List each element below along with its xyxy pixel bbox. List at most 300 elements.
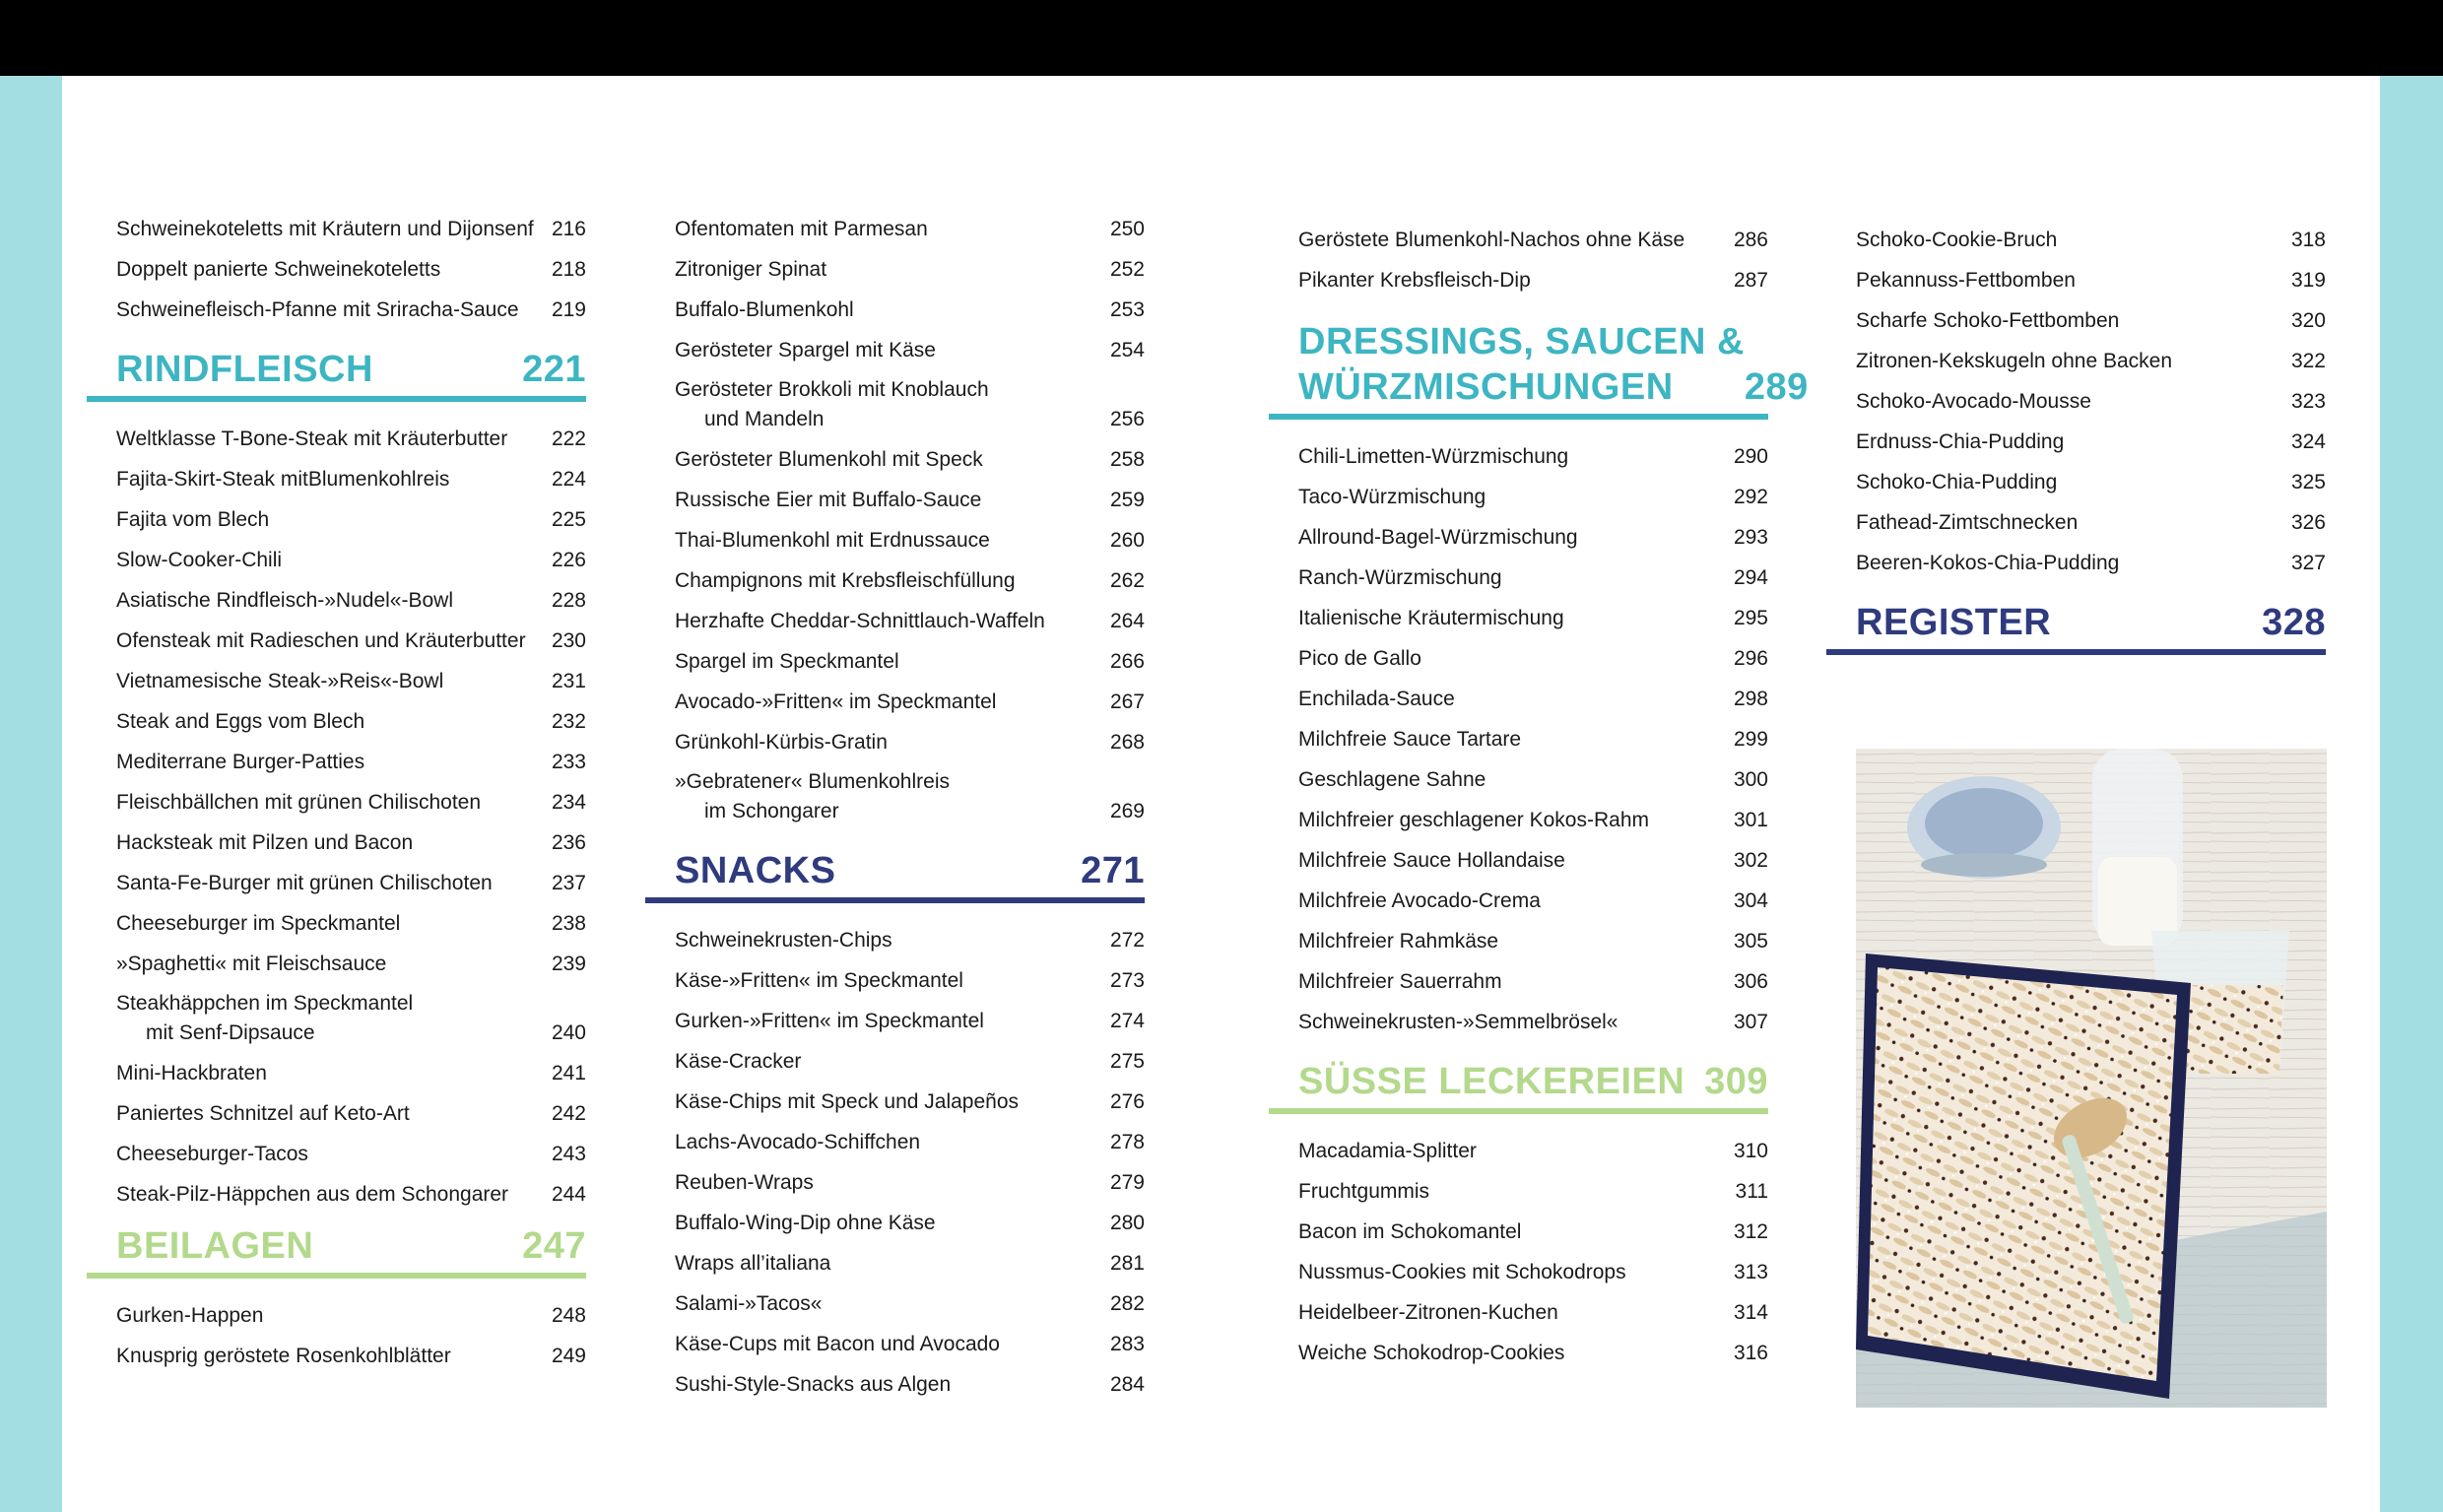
toc-entry-page: 272 [1109,929,1145,952]
toc-entry-title [1298,1137,1709,1166]
toc-entry-title-line-1: Buffalo-Blumenkohl [675,298,854,321]
toc-entry-page: 259 [1109,489,1145,511]
toc-entry-page: 302 [1733,849,1768,872]
toc-entry-title [675,1047,1086,1077]
toc-entry[interactable] [645,325,1145,365]
toc-entry[interactable] [1269,956,1768,997]
toc-entry-title [1856,387,2267,417]
toc-entry[interactable] [645,515,1145,556]
toc-entry[interactable] [87,1088,586,1129]
toc-entry[interactable] [1269,916,1768,956]
toc-entry-page: 279 [1109,1171,1145,1194]
toc-entry[interactable] [1269,714,1768,755]
toc-entry-page: 226 [551,549,586,571]
section-heading-rindfleisch[interactable] [87,347,586,402]
toc-entry[interactable] [645,1036,1145,1077]
toc-list [1269,1126,1768,1368]
toc-entry-title [675,215,1086,244]
food-photo-icon [1856,749,2327,1408]
toc-entry-page: 325 [2290,471,2326,493]
toc-entry-page: 238 [551,912,586,935]
toc-entry-page: 326 [2290,511,2326,534]
section-heading-register[interactable] [1826,600,2326,655]
toc-entry-title-line-1: Weltklasse T-Bone-Steak mit Kräuterbutter [116,427,508,450]
toc-entry-title [675,1087,1086,1117]
toc-entry-title-line-1: Italienische Kräutermischung [1298,607,1564,629]
toc-entry-title [675,1249,1086,1279]
toc-entry-title-line-1: Taco-Würzmischung [1298,486,1486,508]
toc-entry-title-line-1: Käse-Cups mit Bacon und Avocado [675,1333,1000,1355]
toc-entry-title-line-1: Chili-Limetten-Würzmischung [1298,445,1569,468]
toc-entry-title [675,1370,1086,1400]
section-page: 289 [1744,366,1809,408]
toc-entry-page: 231 [551,670,586,692]
toc-entry-title [116,1099,527,1129]
toc-entry-title [1298,1298,1709,1328]
toc-entry-title-line-1: Lachs-Avocado-Schiffchen [675,1131,921,1153]
toc-entry-title [1298,1339,1709,1368]
toc-entry-title-line-1: Schoko-Chia-Pudding [1856,471,2058,493]
toc-entry-title [675,375,1086,434]
toc-entry[interactable] [645,244,1145,285]
toc-entry[interactable] [1269,835,1768,876]
toc-entry-page: 305 [1733,930,1768,953]
toc-entry-title [116,1140,527,1169]
toc-entry-page: 314 [1733,1301,1768,1324]
section-heading-suesse-leckereien[interactable] [1269,1059,1768,1114]
toc-entry-title-line-1: Milchfreie Sauce Tartare [1298,728,1522,751]
toc-entry-page: 243 [551,1143,586,1165]
toc-entry[interactable] [1269,674,1768,714]
toc-entry-title [1298,1177,1709,1207]
toc-entry[interactable] [645,1359,1145,1400]
toc-entry-title [1856,306,2267,336]
toc-entry[interactable] [87,494,586,535]
toc-entry-title-line-1: Schweinekoteletts mit Kräutern und Dijonsenf [116,218,534,240]
toc-entry-title [675,255,1086,285]
toc-entry-title [675,767,1086,826]
toc-entry-title [1298,846,1709,876]
toc-entry-page: 324 [2290,430,2326,453]
toc-entry-title [116,1180,527,1210]
toc-entry[interactable] [645,365,1145,434]
toc-entry-title-line-1: Gerösteter Spargel mit Käse [675,339,936,362]
toc-entry[interactable] [645,1238,1145,1279]
toc-entry-title-line-1: Macadamia-Splitter [1298,1140,1477,1162]
toc-entry-page: 230 [551,629,586,652]
toc-entry[interactable] [1269,876,1768,916]
toc-entry-title-line-1: Käse-»Fritten« im Speckmantel [675,969,963,992]
toc-entry-title-line-1: Pekannuss-Fettbomben [1856,269,2076,292]
toc-entry[interactable] [645,285,1145,325]
toc-entry-title-line-1: Allround-Bagel-Würzmischung [1298,526,1578,549]
toc-entry-title-line-1: Fruchtgummis [1298,1180,1430,1203]
toc-entry-title [116,505,527,535]
toc-entry-page: 269 [1109,800,1145,822]
toc-entry-title [1856,549,2267,578]
toc-entry[interactable] [645,1279,1145,1319]
toc-list [645,915,1145,1400]
toc-entry-title-line-1: Milchfreier Rahmkäse [1298,930,1499,953]
toc-entry-title-line-1: Zitroniger Spinat [675,258,827,281]
toc-entry-title [1298,226,1709,255]
toc-entry-title-line-1: Scharfe Schoko-Fettbomben [1856,309,2120,332]
toc-entry-title-line-1: Geröstete Blumenkohl-Nachos ohne Käse [1298,229,1685,251]
toc-entry-title [1856,427,2267,457]
toc-entry-title [675,1128,1086,1157]
toc-entry-title-line-1: Fleischbällchen mit grünen Chilischoten [116,791,482,814]
toc-entry-title [1298,604,1709,633]
toc-entry[interactable] [1269,997,1768,1037]
toc-entry[interactable] [1269,1328,1768,1368]
toc-entry-title [1298,483,1709,512]
toc-entry[interactable] [1269,1247,1768,1287]
toc-entry[interactable] [87,858,586,898]
toc-list [1826,215,2326,578]
toc-entry-page: 298 [1733,688,1768,710]
toc-entry-title [1298,887,1709,916]
toc-entry-title [116,546,527,575]
toc-entry-title-line-1: Erdnuss-Chia-Pudding [1856,430,2065,453]
toc-entry-title-line-1: Fathead-Zimtschnecken [1856,511,2079,534]
toc-entry[interactable] [645,915,1145,955]
toc-entry[interactable] [87,898,586,939]
toc-entry-page: 282 [1109,1292,1145,1315]
toc-entry-title [116,215,546,244]
toc-entry[interactable] [1826,497,2326,538]
toc-entry-title [675,926,1086,955]
toc-entry[interactable] [1269,1207,1768,1247]
toc-entry-title-line-1: Paniertes Schnitzel auf Keto-Art [116,1102,410,1125]
toc-entry-page: 241 [551,1062,586,1085]
toc-entry-page: 274 [1109,1010,1145,1032]
toc-entry-title [1298,644,1709,674]
toc-column-3 [1269,215,1809,1368]
toc-entry-page: 292 [1733,486,1768,508]
toc-entry[interactable] [87,777,586,818]
toc-entry-title-line-1: Ofensteak mit Radieschen und Kräuterbutter [116,629,526,652]
toc-entry-title-line-1: Reuben-Wraps [675,1171,814,1194]
section-title-line-2: WÜRZMISCHUNGEN [1298,366,1674,408]
toc-entry-title [116,255,527,285]
toc-entry-page: 273 [1109,969,1145,992]
toc-entry-title [116,1059,527,1088]
section-title-line-1: DRESSINGS, SAUCEN & [1298,321,1745,362]
toc-entry-title-line-1: Grünkohl-Kürbis-Gratin [675,731,888,754]
toc-entry-title [675,1209,1086,1238]
toc-entry[interactable] [645,636,1145,677]
toc-entry-page: 250 [1109,218,1145,240]
toc-entry-page: 232 [551,710,586,733]
toc-entry[interactable] [1269,1126,1768,1166]
toc-entry[interactable] [1269,512,1768,553]
section-title [1298,319,1745,410]
toc-entry[interactable] [1269,553,1768,593]
toc-entry-page: 281 [1109,1252,1145,1275]
section-title: SÜSSE LECKEREIEN [1298,1061,1685,1102]
section-title: RINDFLEISCH [116,349,373,390]
toc-entry-title-line-1: Milchfreier Sauerrahm [1298,970,1502,993]
toc-entry-title [1298,927,1709,956]
toc-entry-title-line-1: Fajita-Skirt-Steak mitBlumenkohlreis [116,468,450,491]
toc-entry-title [675,728,1086,757]
toc-entry[interactable] [645,1319,1145,1359]
toc-entry-page: 252 [1109,258,1145,281]
toc-entry-title-line-1: Milchfreier geschlagener Kokos-Rahm [1298,809,1649,831]
toc-entry-title [675,1168,1086,1198]
toc-entry-title-line-1: »Gebratener« Blumenkohlreis [675,770,950,793]
toc-entry[interactable] [645,434,1145,475]
toc-entry-title-line-1: Geschlagene Sahne [1298,768,1486,791]
toc-entry[interactable] [1269,593,1768,633]
toc-entry-title [1298,967,1709,997]
toc-entry-title-line-1: Santa-Fe-Burger mit grünen Chilischoten [116,872,493,894]
toc-entry-page: 294 [1733,566,1768,589]
toc-entry-page: 275 [1109,1050,1145,1073]
toc-entry-title [1298,806,1709,835]
toc-entry[interactable] [1826,215,2326,255]
toc-entry-page: 322 [2290,350,2326,372]
toc-entry-title [116,586,527,616]
toc-entry[interactable] [1269,255,1768,296]
toc-entry[interactable] [87,1290,586,1331]
toc-entry[interactable] [645,1117,1145,1157]
section-page: 271 [1081,850,1145,891]
toc-entry-title-line-1: Spargel im Speckmantel [675,650,899,673]
toc-entry[interactable] [1269,633,1768,674]
section-title: REGISTER [1856,602,2052,643]
toc-entry[interactable] [1826,255,2326,296]
toc-entry-title-line-1: Fajita vom Blech [116,508,270,531]
toc-list [87,414,586,1210]
toc-entry[interactable] [1826,457,2326,497]
toc-entry-title-line-1: Russische Eier mit Buffalo-Sauce [675,489,982,511]
toc-entry[interactable] [1269,431,1768,472]
toc-entry-title [675,607,1086,636]
toc-list [1269,431,1768,1037]
toc-entry[interactable] [645,1077,1145,1117]
toc-entry-title-line-1: Herzhafte Cheddar-Schnittlauch-Waffeln [675,610,1045,632]
toc-entry[interactable] [1826,336,2326,376]
toc-entry-page: 295 [1733,607,1768,629]
toc-entry[interactable] [87,1048,586,1088]
toc-entry[interactable] [645,204,1145,244]
toc-entry-title-line-1: Mediterrane Burger-Patties [116,751,365,773]
toc-entry[interactable] [87,818,586,858]
toc-entry-title-line-1: Pico de Gallo [1298,647,1421,670]
toc-entry-title [116,989,527,1048]
toc-entry-page: 312 [1733,1220,1768,1243]
toc-entry-page: 253 [1109,298,1145,321]
toc-entry-page: 222 [551,427,586,450]
toc-entry[interactable] [87,1129,586,1169]
toc-entry[interactable] [645,556,1145,596]
toc-entry-title-line-1: Schweinefleisch-Pfanne mit Sriracha-Sauce [116,298,519,321]
toc-entry-title [1298,1258,1709,1287]
toc-entry[interactable] [87,244,586,285]
toc-entry[interactable] [87,616,586,656]
toc-entry-page: 234 [551,791,586,814]
toc-entry-title-line-1: Schweinekrusten-»Semmelbrösel« [1298,1011,1618,1033]
toc-entry[interactable] [87,979,586,1048]
toc-entry-title [1856,226,2267,255]
toc-entry-title-line-1: Avocado-»Fritten« im Speckmantel [675,690,997,713]
toc-entry-title-line-2: und Mandeln [704,408,825,430]
toc-entry-page: 244 [551,1183,586,1206]
section-page: 328 [2262,602,2326,643]
toc-list [87,204,586,325]
toc-entry-page: 280 [1109,1212,1145,1234]
toc-entry[interactable] [1269,472,1768,512]
toc-entry-page: 318 [2290,229,2326,251]
toc-entry-title-line-1: Schoko-Cookie-Bruch [1856,229,2058,251]
toc-entry[interactable] [645,475,1145,515]
toc-entry[interactable] [87,1169,586,1210]
section-title: SNACKS [675,850,836,891]
toc-entry-page: 320 [2290,309,2326,332]
toc-entry-page: 299 [1733,728,1768,751]
toc-entry[interactable] [87,575,586,616]
toc-entry-title [1298,725,1709,755]
toc-entry[interactable] [87,737,586,777]
toc-entry[interactable] [645,757,1145,826]
section-heading-dressings[interactable] [1269,319,1809,420]
toc-entry-title [675,526,1086,556]
toc-entry-title-line-1: Schweinekrusten-Chips [675,929,892,952]
toc-entry-title [675,1007,1086,1036]
toc-entry-title-line-1: Milchfreie Sauce Hollandaise [1298,849,1565,872]
toc-entry[interactable] [87,1331,586,1371]
toc-entry-title-line-1: Vietnamesische Steak-»Reis«-Bowl [116,670,444,692]
toc-entry-title-line-1: Pikanter Krebsfleisch-Dip [1298,269,1531,292]
toc-entry-title [675,688,1086,717]
toc-list [645,204,1145,826]
toc-entry[interactable] [87,285,586,325]
toc-entry-page: 304 [1733,889,1768,912]
toc-entry-title-line-1: Steakhäppchen im Speckmantel [116,992,414,1015]
toc-entry-page: 266 [1109,650,1145,673]
toc-entry-page: 306 [1733,970,1768,993]
toc-entry-title [116,788,527,818]
toc-entry[interactable] [87,414,586,454]
toc-entry-page: 267 [1109,690,1145,713]
toc-entry[interactable] [87,204,586,244]
toc-entry[interactable] [645,996,1145,1036]
toc-entry-title-line-2: im Schongarer [704,800,839,822]
toc-entry-title [1856,468,2267,497]
toc-entry-title [116,1301,527,1331]
toc-entry-title-line-1: Beeren-Kokos-Chia-Pudding [1856,552,2120,574]
top-black-bar [0,0,2443,76]
toc-entry-title-line-1: »Spaghetti« mit Fleischsauce [116,953,387,975]
toc-entry-page: 224 [551,468,586,491]
toc-entry[interactable] [645,596,1145,636]
toc-entry-title-line-1: Gurken-Happen [116,1304,264,1327]
toc-entry[interactable] [1269,1287,1768,1328]
toc-entry-page: 218 [551,258,586,281]
toc-entry-page: 296 [1733,647,1768,670]
toc-entry-page: 287 [1733,269,1768,292]
toc-entry-title [675,1330,1086,1359]
toc-entry-page: 237 [551,872,586,894]
toc-entry-title-line-1: Knusprig geröstete Rosenkohlblätter [116,1345,451,1367]
toc-list [87,1290,586,1371]
toc-entry-title-line-1: Zitronen-Kekskugeln ohne Backen [1856,350,2173,372]
toc-entry-title-line-1: Heidelbeer-Zitronen-Kuchen [1298,1301,1558,1324]
toc-entry[interactable] [87,939,586,979]
toc-entry-title-line-1: Steak and Eggs vom Blech [116,710,365,733]
toc-entry[interactable] [1826,538,2326,578]
section-heading-beilagen[interactable] [87,1223,586,1279]
toc-entry-title-line-1: Weiche Schokodrop-Cookies [1298,1342,1565,1364]
toc-entry[interactable] [1826,296,2326,336]
toc-entry-page: 236 [551,831,586,854]
toc-entry-title-line-1: Käse-Cracker [675,1050,802,1073]
toc-entry-page: 239 [551,953,586,975]
toc-entry-page: 283 [1109,1333,1145,1355]
toc-entry[interactable] [1269,755,1768,795]
toc-entry[interactable] [87,535,586,575]
toc-entry-title [675,1289,1086,1319]
toc-entry[interactable] [1826,417,2326,457]
toc-entry-page: 301 [1733,809,1768,831]
toc-entry-title-line-1: Doppelt panierte Schweinekoteletts [116,258,441,281]
toc-entry[interactable] [1269,1166,1768,1207]
toc-entry[interactable] [87,696,586,737]
toc-entry-title [675,486,1086,515]
toc-entry[interactable] [1269,795,1768,835]
toc-entry-title-line-1: Hacksteak mit Pilzen und Bacon [116,831,414,854]
toc-entry[interactable] [1826,376,2326,417]
toc-entry[interactable] [645,1198,1145,1238]
toc-column-2 [645,204,1145,1400]
toc-entry-title [116,748,527,777]
toc-entry-title [116,296,531,325]
toc-entry[interactable] [1269,215,1768,255]
toc-entry-page: 268 [1109,731,1145,754]
toc-entry-page: 300 [1733,768,1768,791]
toc-entry-page: 284 [1109,1373,1145,1396]
toc-entry-title [675,336,1086,365]
section-title: BEILAGEN [116,1225,314,1267]
toc-entry[interactable] [645,955,1145,996]
toc-entry-page: 313 [1733,1261,1768,1283]
toc-entry[interactable] [87,656,586,696]
toc-entry-title [1298,1008,1709,1037]
toc-entry-page: 278 [1109,1131,1145,1153]
toc-entry-title-line-1: Salami-»Tacos« [675,1292,823,1315]
toc-entry[interactable] [645,717,1145,757]
toc-entry[interactable] [645,1157,1145,1198]
toc-entry-title-line-2: mit Senf-Dipsauce [146,1021,315,1044]
toc-entry-page: 286 [1733,229,1768,251]
toc-entry-title [116,465,527,494]
toc-entry[interactable] [87,454,586,494]
toc-entry-title [116,950,527,979]
toc-entry-page: 225 [551,508,586,531]
toc-entry-title [116,707,527,737]
toc-column-4 [1826,215,2326,677]
toc-entry-page: 307 [1733,1011,1768,1033]
toc-entry[interactable] [645,677,1145,717]
section-heading-snacks[interactable] [645,848,1145,903]
toc-entry-title-line-1: Wraps all’italiana [675,1252,831,1275]
toc-entry-title-line-1: Asiatische Rindfleisch-»Nudel«-Bowl [116,589,453,612]
toc-entry-title-line-1: Käse-Chips mit Speck und Jalapeños [675,1090,1020,1113]
toc-entry-title [1856,266,2267,296]
toc-entry-title-line-1: Cheeseburger im Speckmantel [116,912,401,935]
toc-entry-page: 260 [1109,529,1145,552]
